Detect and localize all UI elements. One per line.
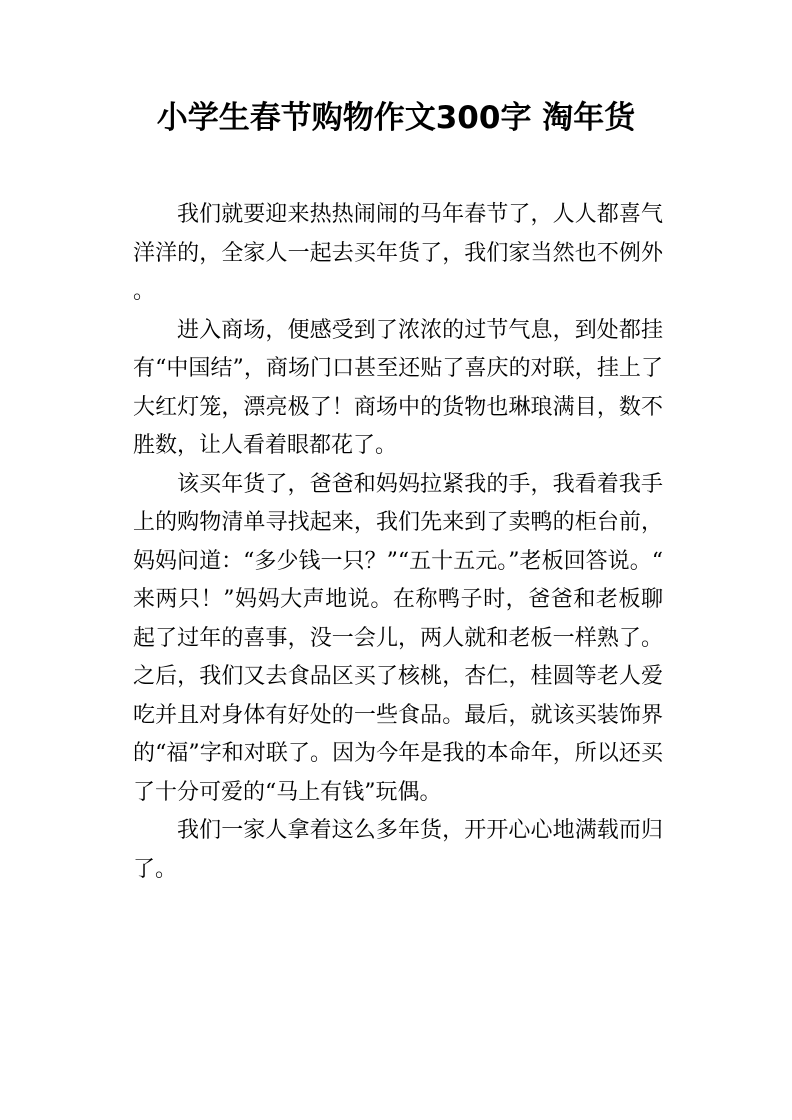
paragraph: 进入商场，便感受到了浓浓的过节气息，到处都挂有“中国结”，商场门口甚至还贴了喜庆的对联，挂上了大红灯笼，漂亮极了！商场中的货物也琳琅满目，数不胜数，让人看着眼都花了。	[133, 317, 663, 458]
paragraph: 我们就要迎来热热闹闹的马年春节了，人人都喜气洋洋的，全家人一起去买年货了，我们家当然也不例外。	[133, 202, 663, 304]
document-body	[133, 196, 663, 889]
document-title: 小学生春节购物作文300字 淘年货	[156, 100, 636, 136]
paragraph: 该买年货了，爸爸和妈妈拉紧我的手，我看着我手上的购物清单寻找起来，我们先来到了卖鸭的柜台前，妈妈问道：“多少钱一只？”“五十五元。”老板回答说。“来两只！”妈妈大声地说。在称鸭子时，爸爸和老板聊起了过年的喜事，没一会儿，两人就和老板一样熟了。之后，我们又去食品区买了核桃，杏仁，桂圆等老人爱吃并且对身体有好处的一些食品。最后，就该买装饰界的“福”字和对联了。因为今年是我的本命年，所以还买了十分可爱的“马上有钱”玩偶。	[133, 471, 663, 805]
paragraph: 我们一家人拿着这么多年货，开开心心地满载而归了。	[133, 818, 663, 882]
